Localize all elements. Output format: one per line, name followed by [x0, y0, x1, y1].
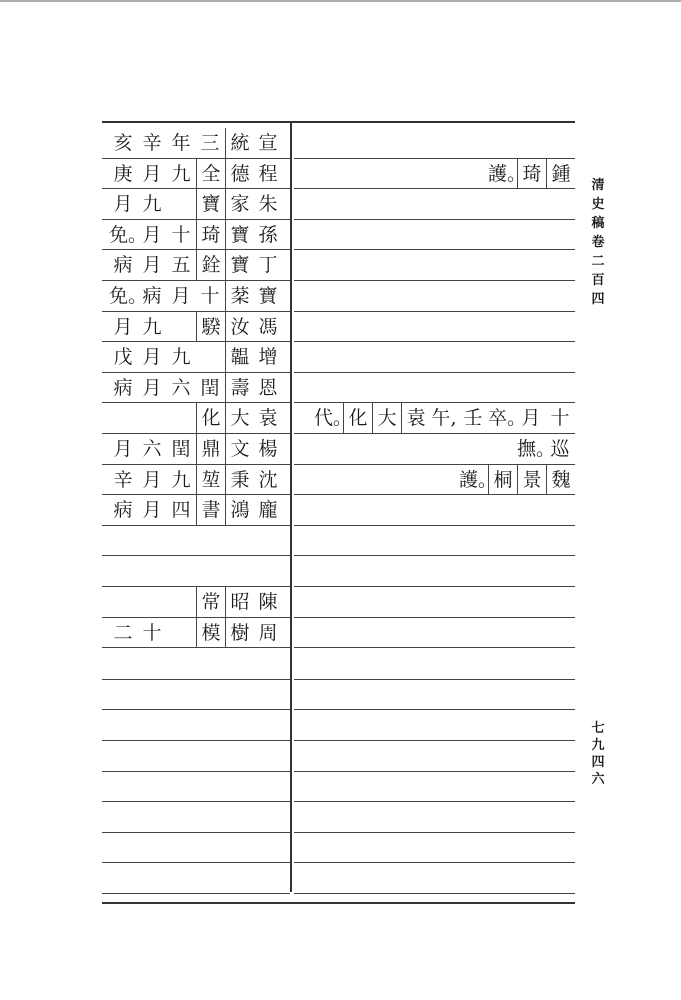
right-cell	[459, 556, 487, 586]
right-cell	[314, 128, 342, 158]
right-cell	[372, 373, 400, 403]
left-row-rule	[102, 862, 290, 863]
left-cell: 增	[258, 346, 278, 368]
left-cell: 全	[196, 159, 225, 189]
right-cell	[488, 373, 516, 403]
right-cell	[314, 587, 342, 617]
right-cell	[401, 526, 429, 556]
left-cell: 鴻	[225, 495, 254, 525]
right-row-rule	[294, 740, 575, 741]
right-cell	[488, 128, 516, 158]
right-cell: 月	[521, 407, 541, 429]
right-cell	[401, 189, 429, 219]
left-cell: 寶	[196, 189, 225, 219]
right-cell	[343, 342, 371, 372]
left-row-rule	[102, 679, 290, 680]
left-cell: 龐	[258, 499, 278, 521]
left-cell: 三	[200, 132, 220, 154]
right-table-row	[0, 220, 681, 250]
page-top-edge	[0, 0, 681, 2]
right-cell: 鍾	[546, 159, 575, 189]
right-cell	[430, 281, 458, 311]
right-cell	[372, 556, 400, 586]
right-table-row	[0, 434, 681, 464]
right-cell	[459, 250, 487, 280]
right-row-rule	[294, 771, 575, 772]
right-cell	[401, 556, 429, 586]
left-cell: 昭	[225, 587, 254, 617]
right-cell	[517, 342, 545, 372]
right-row-rule	[294, 709, 575, 710]
right-cell	[343, 587, 371, 617]
right-cell	[314, 434, 342, 464]
left-cell: 寶	[225, 220, 254, 250]
right-cell	[517, 526, 545, 556]
right-cell	[430, 250, 458, 280]
right-cell	[517, 587, 545, 617]
left-cell: 月	[142, 163, 162, 185]
right-cell	[401, 434, 429, 464]
left-row-rule	[102, 771, 290, 772]
right-cell	[314, 465, 342, 495]
right-cell	[401, 128, 429, 158]
left-cell: 四	[171, 499, 191, 521]
right-cell	[517, 373, 545, 403]
right-cell	[430, 128, 458, 158]
left-cell: 月	[142, 377, 162, 399]
right-cell: 代。	[314, 407, 353, 429]
left-cell: 月	[113, 193, 133, 215]
left-cell: 馮	[258, 316, 278, 338]
right-table-row	[0, 465, 681, 495]
left-cell: 月	[142, 499, 162, 521]
right-cell	[488, 434, 516, 464]
left-cell: 九	[142, 193, 162, 215]
right-cell	[488, 189, 516, 219]
right-table-row	[0, 403, 681, 433]
right-table-row	[0, 373, 681, 403]
right-cell: 琦	[517, 159, 546, 189]
right-cell	[372, 281, 400, 311]
right-row-rule	[294, 832, 575, 833]
right-cell	[314, 312, 342, 342]
right-table-row	[0, 189, 681, 219]
right-cell	[343, 526, 371, 556]
right-cell	[401, 281, 429, 311]
right-cell	[372, 434, 400, 464]
left-cell: 免。	[109, 224, 148, 246]
left-cell: 寶	[258, 285, 278, 307]
right-cell	[343, 465, 371, 495]
left-row-rule	[102, 832, 290, 833]
right-cell	[401, 159, 429, 189]
right-cell: 卒。	[488, 407, 527, 429]
right-cell: 午,	[431, 407, 457, 429]
right-cell	[459, 281, 487, 311]
left-cell: 統	[225, 128, 254, 158]
right-cell	[314, 281, 342, 311]
left-cell: 文	[225, 434, 254, 464]
left-row-rule	[102, 893, 290, 894]
right-cell	[546, 587, 574, 617]
right-cell	[430, 312, 458, 342]
right-cell	[517, 312, 545, 342]
right-cell	[372, 128, 400, 158]
right-table-row	[0, 556, 681, 586]
right-cell	[430, 342, 458, 372]
left-cell: 月	[142, 254, 162, 276]
right-cell	[372, 618, 400, 648]
left-cell: 六	[142, 438, 162, 460]
right-cell: 桐	[488, 465, 517, 495]
right-cell	[314, 250, 342, 280]
right-row-rule	[294, 862, 575, 863]
right-cell	[343, 189, 371, 219]
right-cell	[430, 434, 458, 464]
right-cell	[488, 526, 516, 556]
right-cell	[488, 342, 516, 372]
right-cell: 大	[372, 403, 401, 433]
right-cell	[546, 373, 574, 403]
right-cell	[546, 281, 574, 311]
left-cell: 月	[113, 438, 133, 460]
right-cell	[517, 189, 545, 219]
left-cell: 孫	[258, 224, 278, 246]
right-cell	[343, 220, 371, 250]
left-cell: 鼎	[196, 434, 225, 464]
left-cell: 常	[196, 587, 225, 617]
right-cell	[488, 312, 516, 342]
right-cell	[459, 495, 487, 525]
right-cell	[459, 220, 487, 250]
left-cell: 化	[196, 403, 225, 433]
left-cell: 閏	[171, 438, 191, 460]
right-cell	[488, 220, 516, 250]
right-cell	[401, 312, 429, 342]
right-cell	[372, 587, 400, 617]
right-cell: 袁	[401, 403, 430, 433]
right-cell	[488, 587, 516, 617]
right-cell	[459, 587, 487, 617]
left-cell: 病	[142, 285, 162, 307]
left-row-rule	[102, 740, 290, 741]
left-cell: 沈	[258, 469, 278, 491]
right-cell	[401, 587, 429, 617]
left-cell: 病	[113, 254, 133, 276]
right-cell: 景	[517, 465, 546, 495]
left-cell: 壽	[225, 373, 254, 403]
right-table-row	[0, 618, 681, 648]
right-cell	[343, 128, 371, 158]
right-cell	[459, 434, 487, 464]
left-cell: 周	[258, 622, 278, 644]
right-cell	[401, 465, 429, 495]
left-cell: 騤	[196, 312, 225, 342]
right-table-row	[0, 495, 681, 525]
right-cell: 壬	[463, 407, 483, 429]
right-cell: 護。	[488, 163, 527, 185]
right-cell	[488, 618, 516, 648]
right-cell	[430, 220, 458, 250]
left-cell: 十	[171, 224, 191, 246]
right-cell	[459, 526, 487, 556]
left-cell: 樹	[225, 618, 254, 648]
right-cell	[343, 250, 371, 280]
left-cell: 庚	[113, 163, 133, 185]
left-cell: 朱	[258, 193, 278, 215]
right-cell	[546, 128, 574, 158]
right-cell	[430, 373, 458, 403]
left-cell: 九	[171, 469, 191, 491]
right-cell	[372, 495, 400, 525]
left-cell: 堃	[196, 465, 225, 495]
right-cell	[401, 373, 429, 403]
right-cell	[314, 189, 342, 219]
center-divider	[290, 121, 292, 892]
right-cell	[546, 495, 574, 525]
right-cell	[546, 526, 574, 556]
left-cell: 陳	[258, 591, 278, 613]
right-table-row	[0, 312, 681, 342]
right-cell	[372, 159, 400, 189]
right-row-rule	[294, 647, 575, 648]
page-number: 七九四六	[591, 721, 605, 787]
left-cell: 九	[171, 163, 191, 185]
right-cell	[546, 556, 574, 586]
left-cell: 病	[113, 499, 133, 521]
right-cell	[372, 312, 400, 342]
right-table-row	[0, 250, 681, 280]
right-cell	[343, 618, 371, 648]
right-cell	[372, 220, 400, 250]
left-cell: 恩	[258, 377, 278, 399]
right-cell	[517, 281, 545, 311]
right-cell	[430, 618, 458, 648]
right-cell	[343, 556, 371, 586]
left-cell: 德	[225, 159, 254, 189]
right-cell	[401, 250, 429, 280]
right-cell	[459, 312, 487, 342]
left-cell: 宣	[258, 132, 278, 154]
margin-book-title: 清史稿卷二百四	[591, 178, 605, 307]
right-cell: 化	[343, 403, 372, 433]
right-cell	[372, 189, 400, 219]
right-cell	[488, 556, 516, 586]
left-cell: 辛	[113, 469, 133, 491]
right-cell	[314, 159, 342, 189]
left-row-rule	[102, 801, 290, 802]
left-cell: 戊	[113, 346, 133, 368]
left-cell: 九	[142, 316, 162, 338]
right-cell	[314, 618, 342, 648]
left-cell: 月	[171, 285, 191, 307]
bottom-rule	[102, 902, 575, 904]
left-cell: 辛	[142, 132, 162, 154]
right-cell	[430, 159, 458, 189]
right-cell	[314, 495, 342, 525]
right-cell	[488, 495, 516, 525]
right-row-rule	[294, 893, 575, 894]
right-table-row	[0, 587, 681, 617]
right-cell	[314, 526, 342, 556]
right-cell	[401, 495, 429, 525]
right-cell	[488, 250, 516, 280]
right-row-rule	[294, 801, 575, 802]
left-cell: 月	[142, 469, 162, 491]
right-cell: 魏	[546, 465, 575, 495]
right-cell	[401, 220, 429, 250]
left-cell: 二	[113, 622, 133, 644]
right-cell	[372, 465, 400, 495]
right-cell	[546, 618, 574, 648]
right-cell	[430, 465, 458, 495]
right-cell	[314, 373, 342, 403]
right-cell	[372, 526, 400, 556]
left-cell: 楊	[258, 438, 278, 460]
right-cell	[343, 434, 371, 464]
right-cell	[459, 618, 487, 648]
left-cell: 程	[258, 163, 278, 185]
right-cell	[546, 189, 574, 219]
right-cell	[372, 342, 400, 372]
right-cell	[372, 250, 400, 280]
right-cell	[343, 495, 371, 525]
right-cell: 護。	[459, 469, 498, 491]
right-cell	[459, 373, 487, 403]
right-cell	[546, 250, 574, 280]
left-cell: 棻	[225, 281, 254, 311]
right-cell	[459, 189, 487, 219]
right-cell	[517, 250, 545, 280]
right-cell	[343, 281, 371, 311]
right-cell	[314, 556, 342, 586]
left-cell: 袁	[258, 407, 278, 429]
left-cell: 五	[171, 254, 191, 276]
left-cell: 病	[113, 377, 133, 399]
right-table-row	[0, 526, 681, 556]
right-row-rule	[294, 679, 575, 680]
left-cell: 月	[113, 316, 133, 338]
right-cell	[343, 312, 371, 342]
left-top-rule	[102, 121, 292, 123]
left-cell: 汝	[225, 312, 254, 342]
left-cell: 十	[200, 285, 220, 307]
right-cell	[314, 220, 342, 250]
right-cell: 十	[550, 407, 570, 429]
left-cell: 月	[142, 346, 162, 368]
left-cell: 銓	[196, 250, 225, 280]
left-cell: 月	[142, 224, 162, 246]
left-cell: 琦	[196, 220, 225, 250]
right-cell	[546, 312, 574, 342]
right-cell	[314, 342, 342, 372]
left-cell: 大	[225, 403, 254, 433]
right-cell	[343, 159, 371, 189]
left-row-rule	[102, 647, 290, 648]
right-cell	[517, 220, 545, 250]
right-table-row	[0, 281, 681, 311]
right-cell	[459, 159, 487, 189]
right-cell	[430, 189, 458, 219]
left-cell: 韞	[225, 342, 254, 372]
right-cell	[430, 495, 458, 525]
right-table-row	[0, 342, 681, 372]
right-table-row	[0, 159, 681, 189]
left-cell: 九	[171, 346, 191, 368]
left-cell: 寶	[225, 250, 254, 280]
right-top-rule	[292, 121, 575, 123]
left-cell: 免。	[109, 285, 148, 307]
right-cell	[459, 342, 487, 372]
right-cell	[430, 587, 458, 617]
left-cell: 書	[196, 495, 225, 525]
right-cell	[430, 526, 458, 556]
right-cell	[401, 618, 429, 648]
left-cell: 丁	[258, 254, 278, 276]
right-cell	[401, 342, 429, 372]
right-cell: 巡	[550, 438, 570, 460]
right-cell	[517, 495, 545, 525]
right-cell	[343, 373, 371, 403]
right-cell: 撫。	[517, 438, 556, 460]
right-cell	[459, 128, 487, 158]
right-cell	[546, 220, 574, 250]
left-cell: 模	[196, 618, 225, 648]
left-row-rule	[102, 709, 290, 710]
left-cell: 閏	[200, 377, 220, 399]
right-cell	[546, 342, 574, 372]
left-cell: 年	[171, 132, 191, 154]
left-cell: 亥	[113, 132, 133, 154]
right-cell	[488, 281, 516, 311]
left-cell: 家	[225, 189, 254, 219]
left-cell: 十	[142, 622, 162, 644]
right-cell	[517, 128, 545, 158]
right-cell	[517, 556, 545, 586]
right-cell	[430, 556, 458, 586]
right-table-row	[0, 128, 681, 158]
left-cell: 六	[171, 377, 191, 399]
right-cell	[517, 618, 545, 648]
left-cell: 秉	[225, 465, 254, 495]
